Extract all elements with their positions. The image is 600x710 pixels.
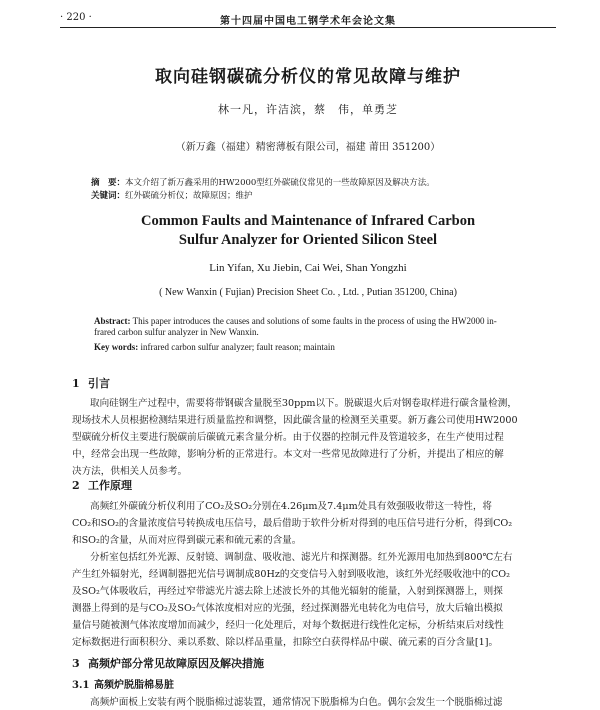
keywords-en-text: infrared carbon sulfur analyzer; fault reason; maintain bbox=[138, 342, 335, 352]
section-title: 工作原理 bbox=[88, 479, 132, 492]
abstract-en bbox=[94, 316, 530, 338]
section-heading-2 bbox=[72, 477, 132, 493]
paragraph-line: 定标数据进行面积积分、乘以系数、除以样品重量，扣除空白获得样品中碳、硫元素的百分含量[1]。 bbox=[72, 637, 499, 648]
journal-title: 第十四届中国电工钢学术年会论文集 bbox=[220, 16, 396, 27]
paragraph-line: 型碳硫分析仪主要进行脱碳前后碳硫元素含量分析。由于仪器的控制元件及管道较多，在生产使用过程 bbox=[72, 432, 504, 443]
paragraph-line: 取向硅钢生产过程中，需要将带钢碳含量脱至30ppm以下。脱碳退火后对钢卷取样进行碳含量检测， bbox=[90, 398, 517, 409]
paragraph-line: 测器上得到的是与CO₂及SO₂气体浓度相对应的光强，经过探测器光电转化为电信号，放大后输出模拟 bbox=[72, 603, 503, 614]
keywords-en-label: Key words: bbox=[94, 342, 139, 352]
authors-en: Lin Yifan, Xu Jiebin, Cai Wei, Shan Yongzhi bbox=[209, 262, 407, 274]
section-title: 引言 bbox=[88, 377, 110, 390]
paragraph-line: 高频炉面板上安装有两个脱脂棉过滤装置，通常情况下脱脂棉为白色。偶尔会发生一个脱脂棉过滤 bbox=[90, 697, 503, 708]
abstract-cn-label: 摘 要： bbox=[91, 178, 126, 188]
running-header bbox=[60, 8, 556, 28]
paragraph-line: CO₂和SO₂的含量浓度信号转换成电压信号，最后借助于软件分析对得到的电压信号进行分析，得到CO₂ bbox=[72, 518, 513, 529]
affiliation-cn: （新万鑫（福建）精密薄板有限公司，福建 莆田 351200） bbox=[175, 142, 441, 153]
section-number: 3 bbox=[72, 657, 80, 670]
paper-title-cn: 取向硅钢碳硫分析仪的常见故障与维护 bbox=[155, 67, 461, 87]
keywords-cn-text: 红外碳硫分析仪；故障原因；维护 bbox=[125, 191, 253, 201]
subsection-title: 高频炉脱脂棉易脏 bbox=[94, 680, 174, 691]
paragraph-line: 决方法，供相关人员参考。 bbox=[72, 466, 188, 477]
section-heading-1 bbox=[72, 375, 110, 391]
keywords-en bbox=[94, 342, 544, 352]
page-number: · 220 · bbox=[60, 12, 92, 23]
affiliation-en: ( New Wanxin ( Fujian) Precision Sheet Co. , Ltd. , Putian 351200, China) bbox=[159, 287, 457, 298]
subsection-heading-3-1 bbox=[72, 676, 174, 691]
section-heading-3 bbox=[72, 655, 264, 671]
paper-title-en-line2: Sulfur Analyzer for Oriented Silicon Steel bbox=[178, 232, 438, 248]
abstract-en-line2: frared carbon sulfur analyzer in New Wanxin. bbox=[94, 327, 259, 337]
keywords-cn bbox=[91, 189, 561, 201]
paragraph-line: 中，经常会出现一些故障，影响分析的正常进行。本文对一些常见故障进行了分析，并提出了相应的解 bbox=[72, 449, 504, 460]
section-number: 2 bbox=[72, 479, 80, 492]
section-number: 1 bbox=[72, 377, 80, 390]
abstract-en-label: Abstract: bbox=[94, 316, 131, 326]
keywords-cn-label: 关键词： bbox=[91, 191, 126, 201]
paragraph-line: 及SO₂气体吸收后，再经过窄带滤光片滤去除上述波长外的其他光辐射的能量，入射到探测器上，则探 bbox=[72, 586, 503, 597]
paragraph-line: 量信号随被测气体浓度增加而减少，经归一化处理后，对每个数据进行线性化定标，分析结束后对线性 bbox=[72, 620, 504, 631]
section-title: 高频炉部分常见故障原因及解决措施 bbox=[88, 657, 264, 670]
paragraph-line: 现场技术人员根据检测结果进行质量监控和调整，因此碳含量的检测至关重要。新万鑫公司使用HW2000 bbox=[72, 415, 518, 426]
abstract-cn-text: 本文介绍了新万鑫采用的HW2000型红外碳硫仪常见的一些故障原因及解决方法。 bbox=[125, 178, 435, 188]
authors-cn: 林一凡，许洁滨，蔡 伟，单勇芝 bbox=[218, 103, 398, 116]
abstract-en-line1: This paper introduces the causes and solutions of some faults in the process of using the HW2000 in- bbox=[130, 316, 497, 326]
paper-title-en-line1: Common Faults and Maintenance of Infrared Carbon bbox=[140, 213, 476, 229]
subsection-number: 3.1 bbox=[72, 680, 90, 691]
paragraph-line: 和SO₂的含量，从而对应得到碳元素和硫元素的含量。 bbox=[72, 535, 302, 546]
paragraph-line: 产生红外辐射光，经调制器把光信号调制成80Hz的交变信号入射到吸收池，该红外光经吸收池中的CO₂ bbox=[72, 569, 511, 580]
paragraph-line: 分析室包括红外光源、反射镜、调制盘、吸收池、滤光片和探测器。红外光源用电加热到800℃左右 bbox=[90, 552, 513, 563]
abstract-cn bbox=[91, 176, 561, 188]
paragraph-line: 高频红外碳硫分析仪利用了CO₂及SO₂分别在4.26μm及7.4μm处具有效强吸收带这一特性，将 bbox=[90, 501, 493, 512]
